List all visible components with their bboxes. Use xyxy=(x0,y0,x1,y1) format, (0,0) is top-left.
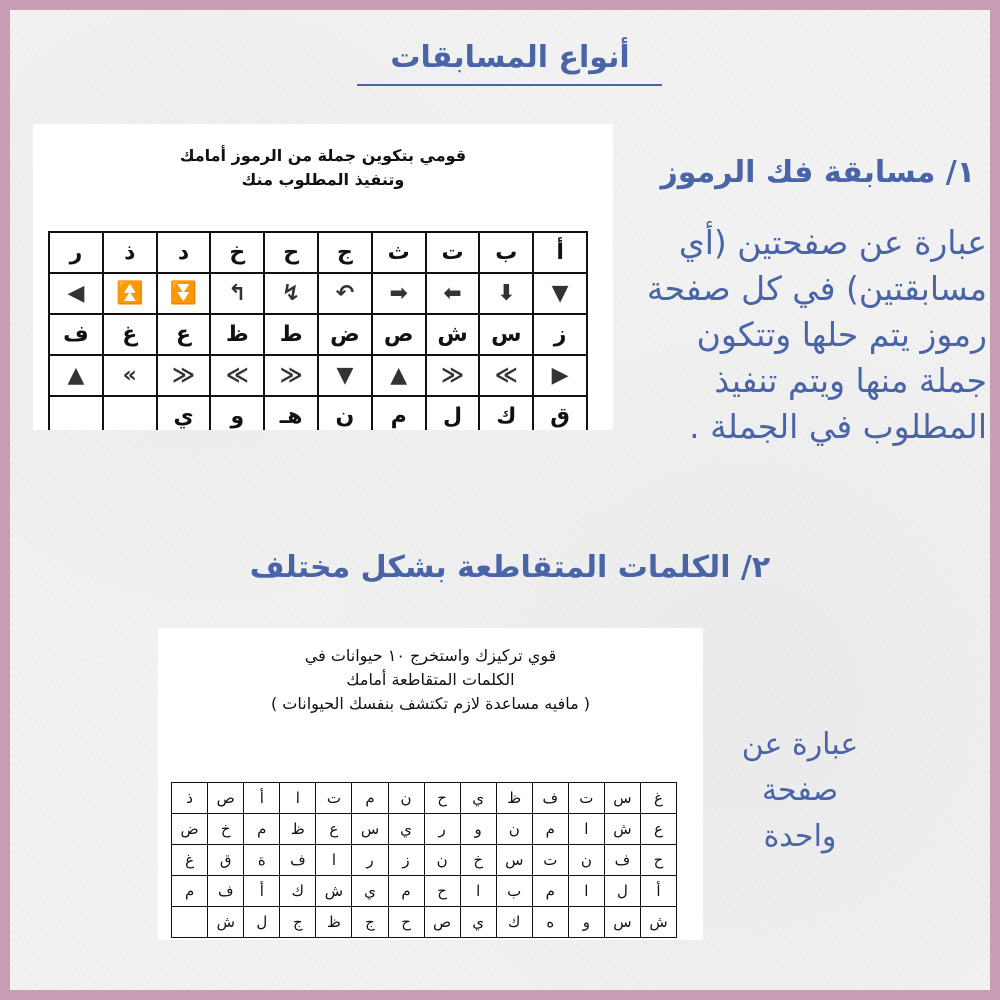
grid-cell: أ xyxy=(533,232,587,273)
grid-cell: ≫ xyxy=(479,355,533,396)
grid-cell: م xyxy=(372,396,426,430)
grid-cell: ص xyxy=(424,907,460,938)
instruction-line: قوي تركيزك واستخرج ١٠ حيوانات في xyxy=(304,646,557,665)
word-search-grid xyxy=(171,782,677,938)
grid-cell: أ xyxy=(244,783,280,814)
grid-cell: ش xyxy=(426,314,480,355)
section-2-heading: ٢/ الكلمات المتقاطعة بشكل مختلف xyxy=(249,550,771,585)
grid-cell: ر xyxy=(424,814,460,845)
grid-cell: ≫ xyxy=(210,355,264,396)
grid-cell: ▲ xyxy=(49,355,103,396)
grid-cell: ج xyxy=(352,907,388,938)
instruction-line: الكلمات المتقاطعة أمامك xyxy=(346,670,515,689)
grid-cell: ح xyxy=(388,907,424,938)
grid-row xyxy=(172,907,677,938)
grid-cell: ل xyxy=(604,876,640,907)
grid-row xyxy=(172,845,677,876)
grid-cell: ن xyxy=(424,845,460,876)
grid-cell: ذ xyxy=(172,783,208,814)
grid-cell: ◀ xyxy=(49,273,103,314)
grid-cell: ا xyxy=(280,783,316,814)
grid-row xyxy=(49,232,587,273)
grid-cell: ل xyxy=(244,907,280,938)
grid-cell: ث xyxy=(372,232,426,273)
grid-cell: ك xyxy=(280,876,316,907)
page-title: أنواع المسابقات xyxy=(390,40,630,75)
grid-cell: ا xyxy=(316,845,352,876)
grid-cell: خ xyxy=(208,814,244,845)
grid-cell: ش xyxy=(316,876,352,907)
grid-cell: ↰ xyxy=(210,273,264,314)
grid-cell: ت xyxy=(532,845,568,876)
grid-cell: م xyxy=(388,876,424,907)
grid-cell: ص xyxy=(208,783,244,814)
grid-row xyxy=(172,783,677,814)
grid-cell: خ xyxy=(210,232,264,273)
grid-cell: ك xyxy=(496,907,532,938)
grid-cell: ▼ xyxy=(533,273,587,314)
grid-cell: ي xyxy=(157,396,211,430)
grid-cell: ن xyxy=(318,396,372,430)
grid-cell: ا xyxy=(568,814,604,845)
grid-cell: ا xyxy=(460,876,496,907)
grid-cell: ط xyxy=(264,314,318,355)
grid-cell: ع xyxy=(157,314,211,355)
grid-cell: ح xyxy=(424,876,460,907)
word-search-instruction xyxy=(168,644,693,716)
grid-cell: ش xyxy=(604,814,640,845)
grid-cell: » xyxy=(103,355,157,396)
grid-cell: ز xyxy=(533,314,587,355)
grid-cell: ≪ xyxy=(157,355,211,396)
grid-cell: ل xyxy=(426,396,480,430)
grid-cell: ج xyxy=(318,232,372,273)
grid-cell: ص xyxy=(372,314,426,355)
grid-cell: ح xyxy=(424,783,460,814)
grid-cell: ف xyxy=(604,845,640,876)
grid-cell: ع xyxy=(316,814,352,845)
grid-cell: ق xyxy=(533,396,587,430)
grid-cell: س xyxy=(604,907,640,938)
grid-cell: ي xyxy=(352,876,388,907)
grid-cell: ف xyxy=(280,845,316,876)
grid-cell: ا xyxy=(568,876,604,907)
grid-cell: ض xyxy=(318,314,372,355)
grid-cell: ف xyxy=(49,314,103,355)
grid-cell: م xyxy=(352,783,388,814)
grid-cell: ر xyxy=(49,232,103,273)
grid-cell: ⬅ xyxy=(426,273,480,314)
grid-cell: ظ xyxy=(210,314,264,355)
grid-cell: ⏬ xyxy=(157,273,211,314)
grid-cell: د xyxy=(157,232,211,273)
code-puzzle-instruction xyxy=(53,144,593,192)
grid-cell: م xyxy=(532,876,568,907)
grid-cell: ع xyxy=(640,814,676,845)
grid-cell: ي xyxy=(460,783,496,814)
grid-row xyxy=(49,273,587,314)
grid-cell xyxy=(103,396,157,430)
grid-cell: ب xyxy=(496,876,532,907)
grid-cell xyxy=(172,907,208,938)
grid-cell: ه xyxy=(532,907,568,938)
grid-cell: ي xyxy=(388,814,424,845)
grid-row xyxy=(49,396,587,430)
grid-cell: ↯ xyxy=(264,273,318,314)
grid-cell: أ xyxy=(640,876,676,907)
grid-cell: ظ xyxy=(496,783,532,814)
grid-cell: س xyxy=(604,783,640,814)
grid-cell: م xyxy=(244,814,280,845)
grid-cell: ⬇ xyxy=(479,273,533,314)
grid-row xyxy=(49,314,587,355)
grid-cell: ⏫ xyxy=(103,273,157,314)
grid-cell: ر xyxy=(352,845,388,876)
grid-cell: ▼ xyxy=(318,355,372,396)
grid-cell: م xyxy=(172,876,208,907)
grid-cell: ن xyxy=(388,783,424,814)
title-underline xyxy=(357,84,662,86)
grid-cell: ↶ xyxy=(318,273,372,314)
grid-row xyxy=(172,876,677,907)
grid-cell: ج xyxy=(280,907,316,938)
code-puzzle-sheet xyxy=(33,124,613,430)
grid-cell: س xyxy=(479,314,533,355)
code-grid xyxy=(48,231,588,430)
grid-cell: ي xyxy=(460,907,496,938)
grid-cell: ض xyxy=(172,814,208,845)
grid-cell: م xyxy=(532,814,568,845)
grid-cell: ≪ xyxy=(264,355,318,396)
grid-row xyxy=(172,814,677,845)
grid-cell: و xyxy=(568,907,604,938)
instruction-line: قومي بتكوين جملة من الرموز أمامك xyxy=(179,146,467,165)
section-1-description: عبارة عن صفحتين (أي مسابقتين) في كل صفحة رموز يتم حلها وتتكون جملة منها ويتم تنفيذ المطلوب في الجملة . xyxy=(646,223,987,446)
grid-cell: أ xyxy=(244,876,280,907)
section-2-description: عبارة عن صفحة واحدة xyxy=(741,727,859,854)
grid-cell: ➡ xyxy=(372,273,426,314)
grid-cell: ت xyxy=(426,232,480,273)
grid-cell: ز xyxy=(388,845,424,876)
grid-cell: ≪ xyxy=(426,355,480,396)
grid-cell: غ xyxy=(103,314,157,355)
grid-cell: ش xyxy=(208,907,244,938)
grid-cell: هـ xyxy=(264,396,318,430)
grid-row xyxy=(49,355,587,396)
grid-cell: غ xyxy=(640,783,676,814)
grid-cell: ق xyxy=(208,845,244,876)
grid-cell: ة xyxy=(244,845,280,876)
grid-cell: غ xyxy=(172,845,208,876)
word-search-sheet xyxy=(158,628,703,940)
instruction-line: وتنفيذ المطلوب منك xyxy=(241,170,405,189)
grid-cell: و xyxy=(460,814,496,845)
instruction-line: ( مافيه مساعدة لازم تكتشف بنفسك الحيوانات ) xyxy=(270,694,591,713)
grid-cell: ▲ xyxy=(372,355,426,396)
grid-cell: ح xyxy=(640,845,676,876)
grid-cell: ك xyxy=(479,396,533,430)
section-1-heading: ١/ مسابقة فك الرموز xyxy=(660,155,975,190)
grid-cell: ظ xyxy=(280,814,316,845)
grid-cell: ش xyxy=(640,907,676,938)
grid-cell xyxy=(49,396,103,430)
page-background xyxy=(10,10,990,990)
grid-cell: س xyxy=(496,845,532,876)
grid-cell: ت xyxy=(568,783,604,814)
grid-cell: ▶ xyxy=(533,355,587,396)
grid-cell: ذ xyxy=(103,232,157,273)
grid-cell: ت xyxy=(316,783,352,814)
grid-cell: ف xyxy=(532,783,568,814)
grid-cell: ظ xyxy=(316,907,352,938)
grid-cell: خ xyxy=(460,845,496,876)
grid-cell: ن xyxy=(496,814,532,845)
grid-cell: ب xyxy=(479,232,533,273)
grid-cell: ن xyxy=(568,845,604,876)
grid-cell: ح xyxy=(264,232,318,273)
grid-cell: ف xyxy=(208,876,244,907)
grid-cell: و xyxy=(210,396,264,430)
grid-cell: س xyxy=(352,814,388,845)
